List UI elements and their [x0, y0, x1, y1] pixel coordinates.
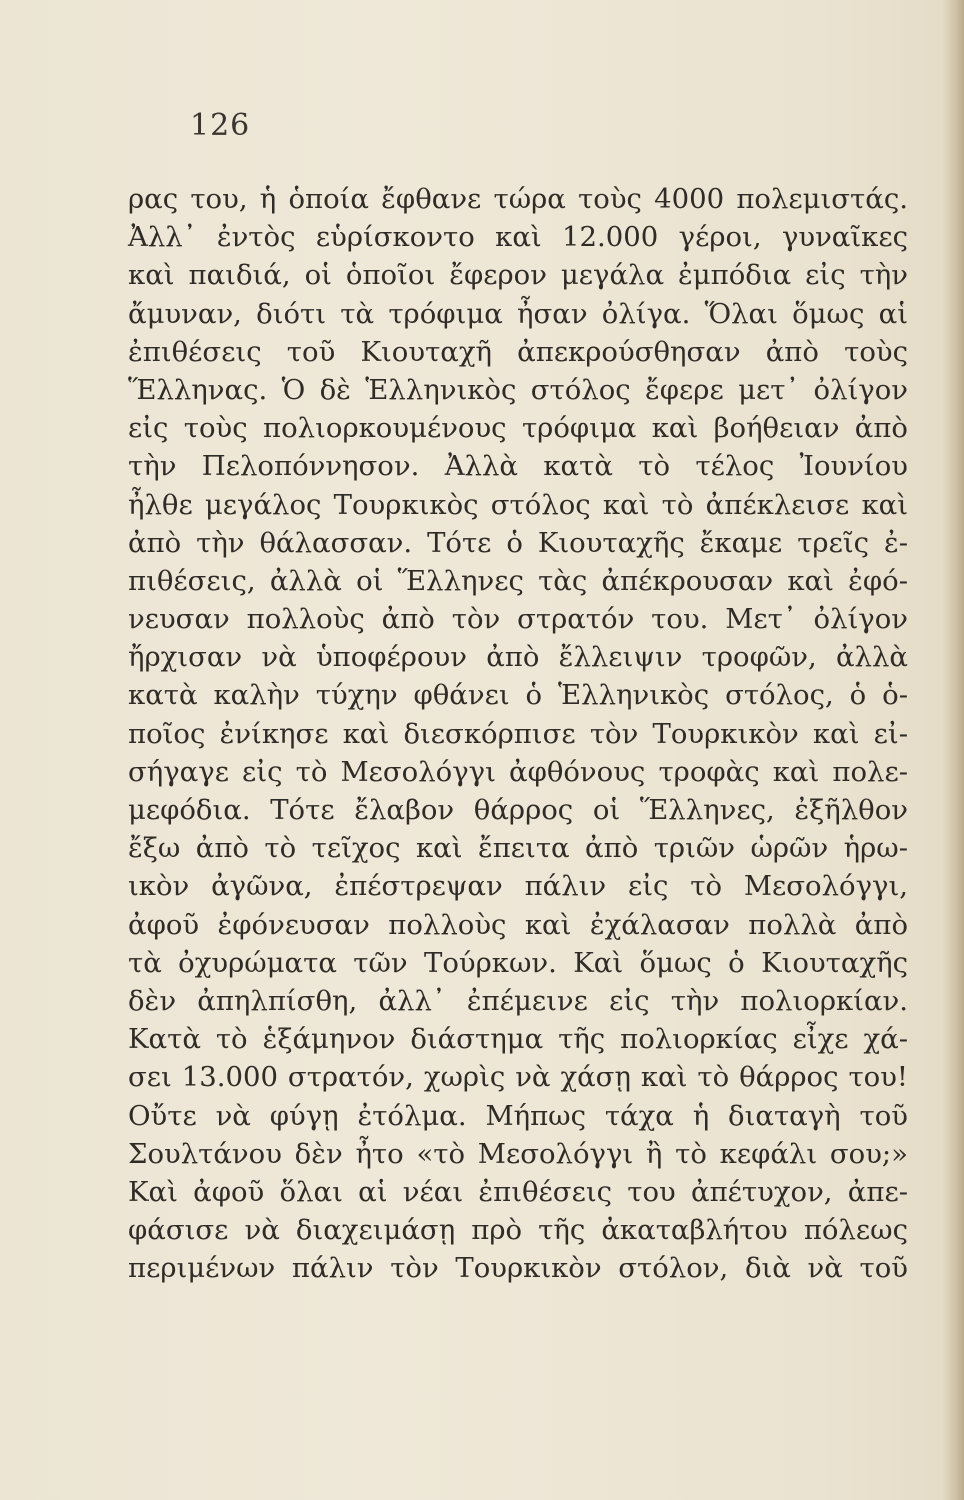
- text-line: δὲν ἀπηλπίσθη, ἀλλ᾽ ἐπέμεινε εἰς τὴν πολιορκίαν.: [128, 984, 908, 1017]
- text-line: εἰς τοὺς πολιορκουμένους τρόφιμα καὶ βοήθειαν ἀπὸ: [128, 412, 908, 445]
- text-line: σει 13.000 στρατόν, χωρὶς νὰ χάσῃ καὶ τὸ θάρρος του!: [128, 1061, 908, 1094]
- text-line: σήγαγε εἰς τὸ Μεσολόγγι ἀφθόνους τροφὰς καὶ πολε-: [128, 755, 908, 788]
- body-text: [128, 180, 908, 1287]
- text-line: τὰ ὀχυρώματα τῶν Τούρκων. Καὶ ὅμως ὁ Κιουταχῆς: [128, 946, 908, 979]
- text-line: περιμένων πάλιν τὸν Τουρκικὸν στόλον, διὰ νὰ τοῦ: [128, 1252, 908, 1285]
- text-line: τὴν Πελοπόννησον. Ἀλλὰ κατὰ τὸ τέλος Ἰουνίου: [128, 450, 908, 483]
- text-line: ἦλθε μεγάλος Τουρκικὸς στόλος καὶ τὸ ἀπέκλεισε καὶ: [128, 488, 908, 521]
- text-line: ποῖος ἐνίκησε καὶ διεσκόρπισε τὸν Τουρκικὸν καὶ εἰ-: [128, 717, 908, 750]
- text-line: ἀφοῦ ἐφόνευσαν πολλοὺς καὶ ἐχάλασαν πολλὰ ἀπὸ: [128, 908, 908, 941]
- page-number: 126: [190, 108, 251, 143]
- text-line: ικὸν ἀγῶνα, ἐπέστρεψαν πάλιν εἰς τὸ Μεσολόγγι,: [128, 870, 908, 903]
- text-line: φάσισε νὰ διαχειμάσῃ πρὸ τῆς ἀκαταβλήτου πόλεως: [128, 1214, 908, 1247]
- text-line: κατὰ καλὴν τύχην φθάνει ὁ Ἑλληνικὸς στόλος, ὁ ὁ-: [128, 679, 908, 712]
- text-line: μεφόδια. Τότε ἔλαβον θάρρος οἱ Ἕλληνες, ἐξῆλθον: [128, 794, 908, 826]
- text-line: Ἕλληνας. Ὁ δὲ Ἑλληνικὸς στόλος ἔφερε μετ᾽ ὀλίγον: [128, 373, 908, 406]
- text-line: ἐπιθέσεις τοῦ Κιουταχῆ ἀπεκρούσθησαν ἀπὸ τοὺς: [128, 335, 908, 368]
- text-line: ρας του, ἡ ὁποία ἔφθανε τώρα τοὺς 4000 πολεμιστάς.: [128, 183, 908, 215]
- page-gutter-shadow: [942, 0, 964, 1500]
- text-line: ἔξω ἀπὸ τὸ τεῖχος καὶ ἔπειτα ἀπὸ τριῶν ὡρῶν ἡρω-: [128, 832, 908, 865]
- text-line: Ἀλλ᾽ ἐντὸς εὑρίσκοντο καὶ 12.000 γέροι, γυναῖκες: [128, 221, 908, 254]
- text-line: νευσαν πολλοὺς ἀπὸ τὸν στρατόν του. Μετ᾽ ὀλίγον: [128, 603, 908, 636]
- text-line: Οὔτε νὰ φύγῃ ἐτόλμα. Μήπως τάχα ἡ διαταγὴ τοῦ: [128, 1099, 908, 1132]
- text-line: ἄμυναν, διότι τὰ τρόφιμα ἦσαν ὀλίγα. Ὅλαι ὅμως αἱ: [128, 297, 908, 330]
- text-line: καὶ παιδιά, οἱ ὁποῖοι ἔφερον μεγάλα ἐμπόδια εἰς τὴν: [128, 259, 908, 292]
- text-line: Καὶ ἀφοῦ ὅλαι αἱ νέαι ἐπιθέσεις του ἀπέτυχον, ἀπε-: [128, 1175, 908, 1208]
- text-line: πιθέσεις, ἀλλὰ οἱ Ἕλληνες τὰς ἀπέκρουσαν καὶ ἐφό-: [128, 564, 908, 597]
- text-line: Κατὰ τὸ ἑξάμηνον διάστημα τῆς πολιορκίας εἶχε χά-: [128, 1023, 908, 1056]
- text-line: Σουλτάνου δὲν ἦτο «τὸ Μεσολόγγι ἢ τὸ κεφάλι σου;»: [128, 1137, 908, 1170]
- text-line: ἤρχισαν νὰ ὑποφέρουν ἀπὸ ἔλλειψιν τροφῶν, ἀλλὰ: [128, 641, 908, 674]
- text-line: ἀπὸ τὴν θάλασσαν. Τότε ὁ Κιουταχῆς ἔκαμε τρεῖς ἐ-: [128, 526, 908, 559]
